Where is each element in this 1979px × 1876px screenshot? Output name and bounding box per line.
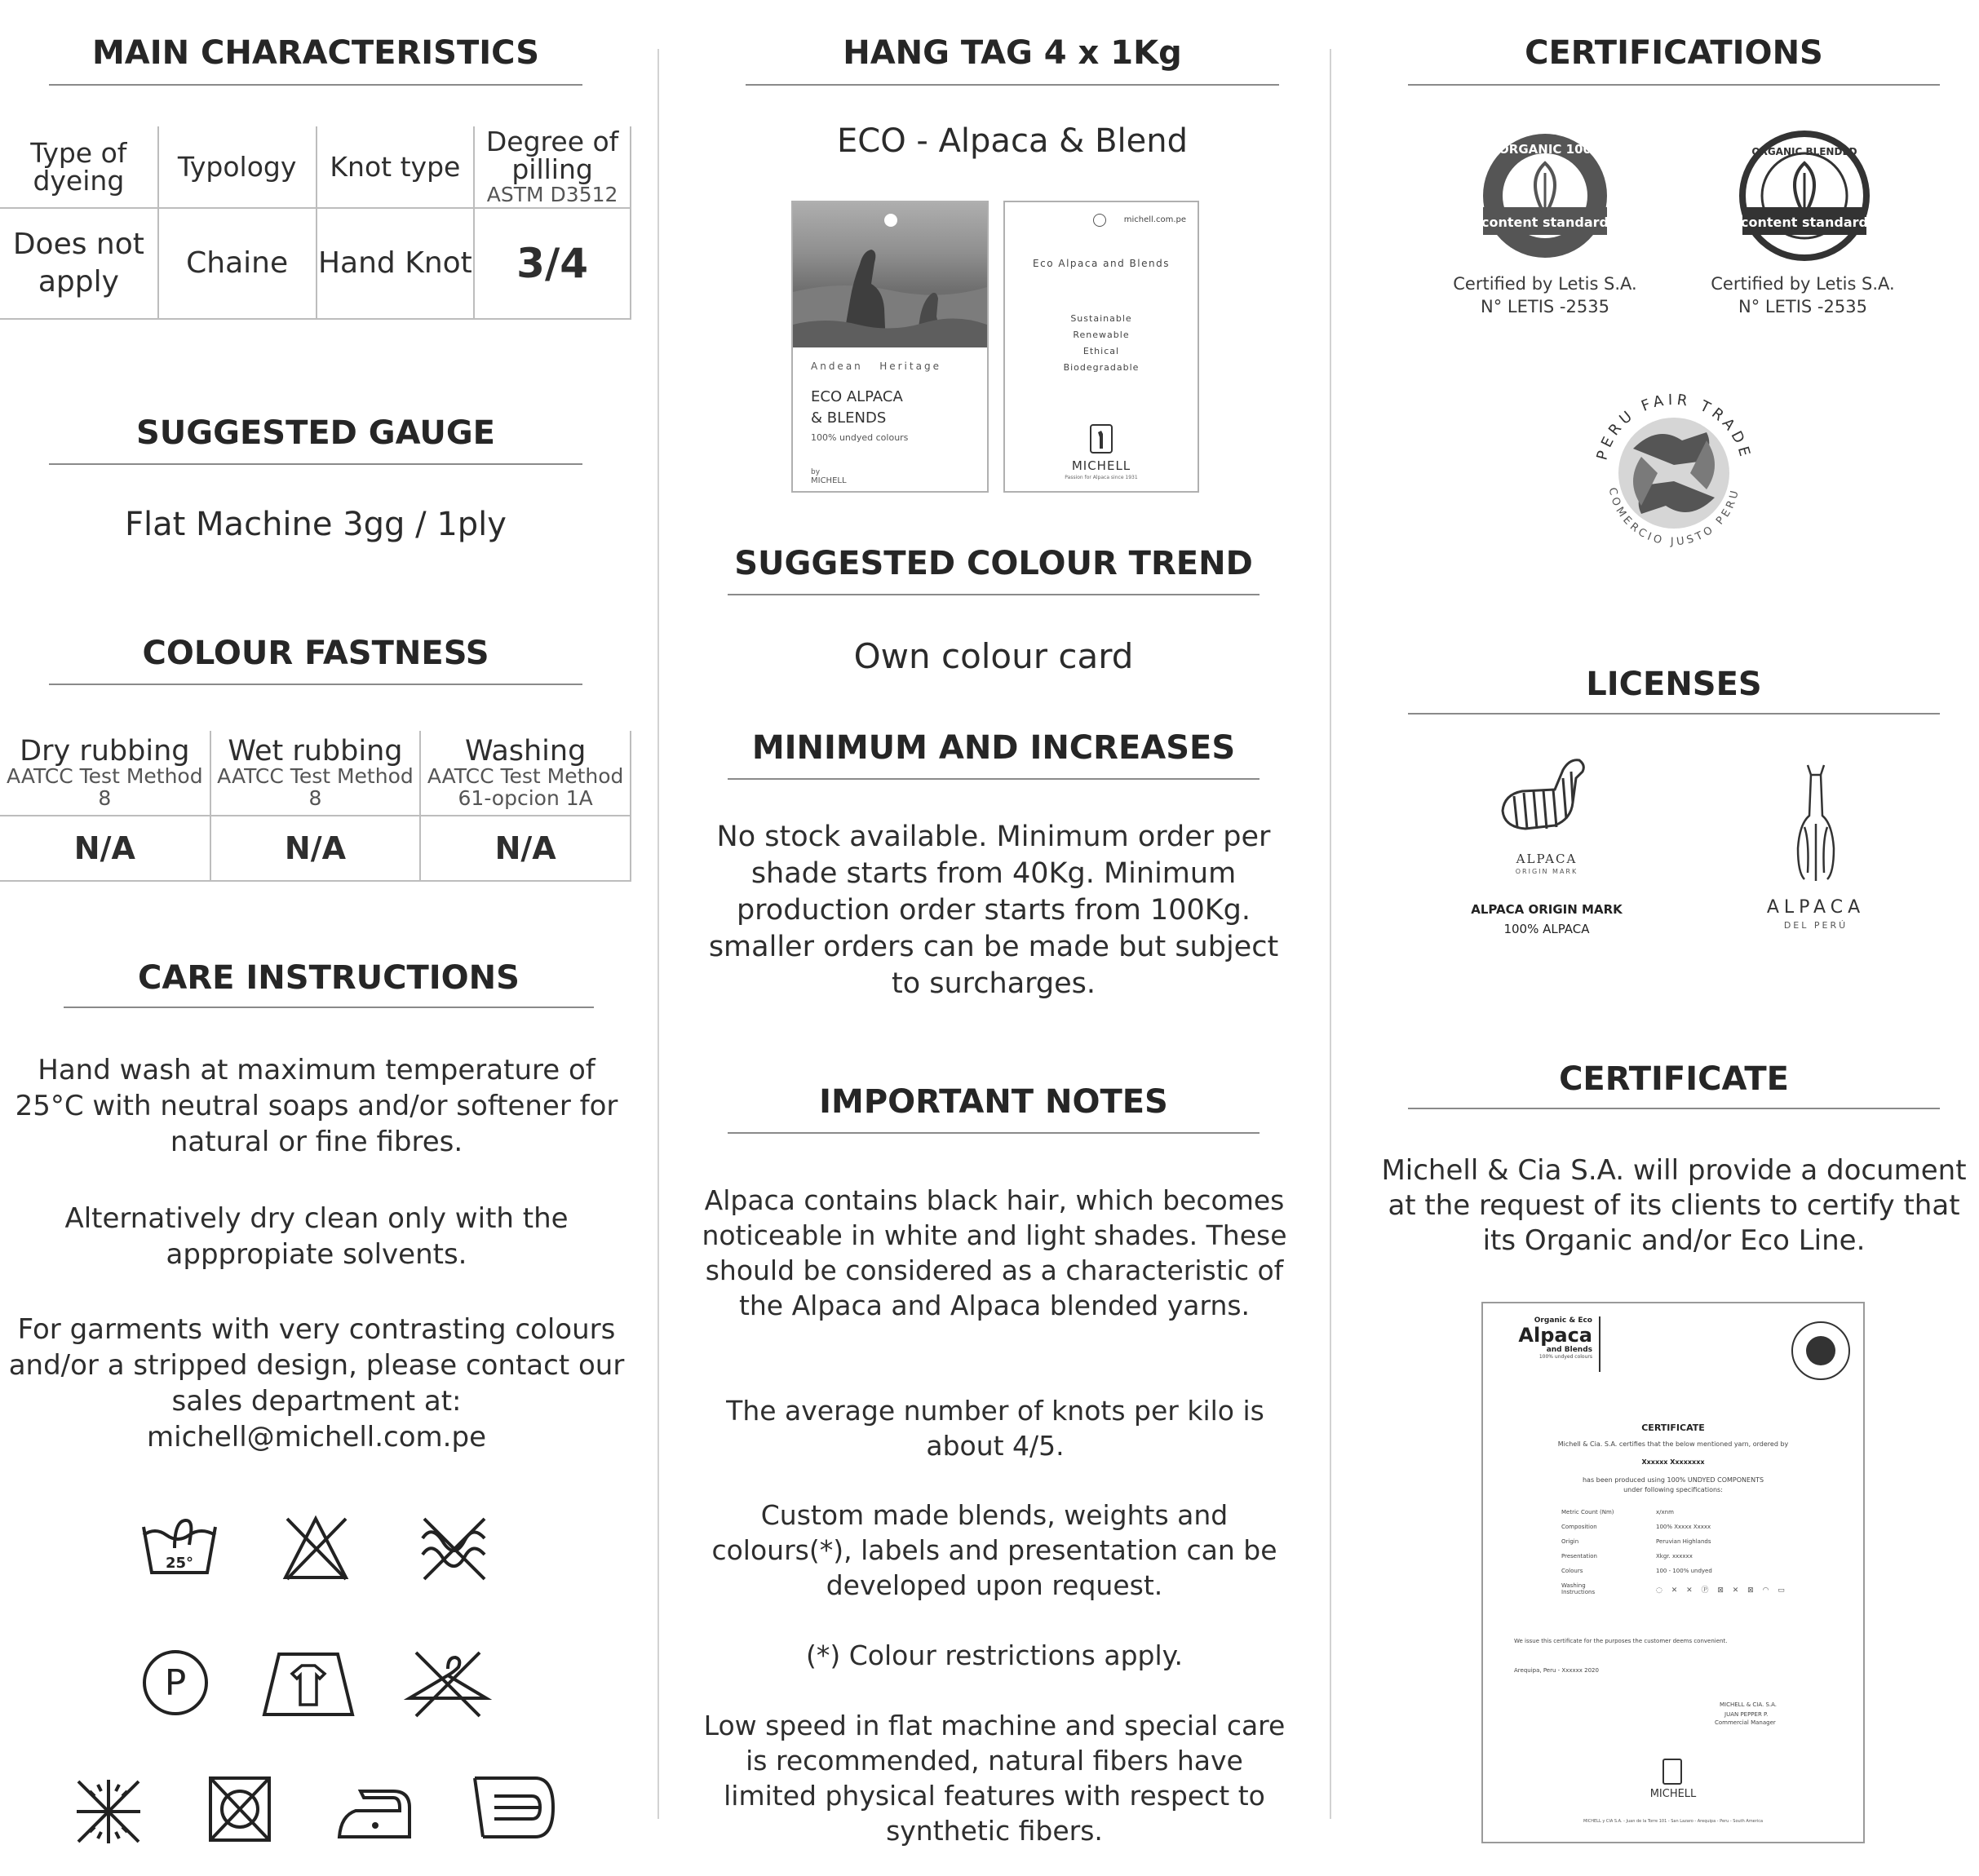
tag-site: michell.com.pe bbox=[1123, 215, 1186, 224]
cert-care-icons: ◌ ✕ ✕ Ⓟ ⊠ ✕ ⊠ ◠ ▭ bbox=[1656, 1586, 1788, 1595]
alpaca-origin-mark-word: ALPACA bbox=[1516, 852, 1578, 866]
colour-trend-rule bbox=[728, 594, 1260, 595]
organic-blended-caption-1: Certified by Letis S.A. bbox=[1711, 274, 1895, 294]
alpaca-origin-mark-icon bbox=[1498, 754, 1596, 852]
header-degree-of-pilling-sub: ASTM D3512 bbox=[486, 183, 618, 206]
cert-row-2-key: Composition bbox=[1561, 1524, 1597, 1530]
cert-logo-main: Alpaca bbox=[1518, 1324, 1592, 1347]
hang-hole-back bbox=[1093, 214, 1106, 227]
do-not-wring-icon bbox=[416, 1515, 491, 1582]
alpaca-origin-mark-caption: ALPACA ORIGIN MARK bbox=[1471, 902, 1623, 917]
tag-brand-back: MICHELL bbox=[1071, 458, 1131, 473]
suggested-gauge-rule bbox=[49, 463, 582, 465]
organic-100-badge-icon bbox=[1480, 131, 1610, 261]
minimum-rule bbox=[728, 778, 1260, 780]
cert-logo-top: Organic & Eco bbox=[1534, 1316, 1592, 1325]
cert-row-1-key: Metric Count (Nm) bbox=[1561, 1509, 1614, 1515]
cert-row-1-val: x/xnm bbox=[1656, 1509, 1674, 1515]
value-degree-of-pilling: 3/4 bbox=[516, 240, 589, 287]
cert-heading: CERTIFICATE bbox=[1641, 1422, 1705, 1433]
licenses-rule bbox=[1408, 713, 1940, 715]
tag-back-title: Eco Alpaca and Blends bbox=[1033, 258, 1170, 269]
notes-paragraph-5: Low speed in flat machine and special care is recommended, natural fibers have limited physical features with respect to synthetic fibers. bbox=[703, 1710, 1286, 1847]
care-paragraph-2: Alternatively dry clean only with the apppropiate solvents. bbox=[64, 1202, 569, 1271]
tag-item-3: Ethical bbox=[1082, 346, 1120, 356]
value-wet-rubbing: N/A bbox=[284, 830, 346, 866]
iron-low-icon bbox=[334, 1783, 413, 1842]
no-bleach-icon bbox=[281, 1514, 351, 1582]
fair-trade-top-text: PERU FAIR TRADE bbox=[1593, 391, 1755, 462]
hang-tag-subtitle: ECO - Alpaca & Blend bbox=[837, 122, 1188, 160]
michell-logo-icon bbox=[1090, 424, 1113, 454]
header-wet-rubbing: Wet rubbing bbox=[228, 734, 403, 768]
cert-row-3-val: Peruvian Highlands bbox=[1656, 1538, 1711, 1545]
organic-blended-ring-text: ORGANIC BLENDED bbox=[1751, 146, 1857, 157]
tag-item-2: Renewable bbox=[1073, 330, 1130, 340]
value-type-of-dyeing: Does not apply bbox=[12, 228, 144, 299]
licenses-title: LICENSES bbox=[1586, 666, 1762, 703]
do-not-tumble-dry-icon bbox=[73, 1776, 144, 1847]
cert-under: under following specifications: bbox=[1623, 1486, 1723, 1493]
cert-intro: Michell & Cia. S.A. certifies that the below mentioned yarn, ordered by bbox=[1557, 1440, 1789, 1448]
notes-paragraph-2: The average number of knots per kilo is about 4/5. bbox=[726, 1395, 1264, 1462]
value-dry-rubbing: N/A bbox=[73, 830, 135, 866]
colour-fastness-table bbox=[0, 731, 631, 882]
header-washing: Washing bbox=[464, 734, 587, 768]
cert-place: Arequipa, Peru - Xxxxxx 2020 bbox=[1514, 1667, 1599, 1674]
colour-trend-text: Own colour card bbox=[853, 636, 1134, 676]
hang-tag-front bbox=[791, 201, 989, 493]
care-paragraph-1: Hand wash at maximum temperature of 25°C with neutral soaps and/or softener for natural or fine fibres. bbox=[15, 1054, 618, 1158]
hang-tag-back bbox=[1003, 201, 1199, 493]
notes-paragraph-3: Custom made blends, weights and colours(*), labels and presentation can be developed upon request. bbox=[711, 1499, 1277, 1601]
minimum-title: MINIMUM AND INCREASES bbox=[751, 729, 1236, 767]
cert-produced: has been produced using 100% UNDYED COMPONENTS bbox=[1582, 1476, 1764, 1484]
suggested-gauge-title: SUGGESTED GAUGE bbox=[135, 414, 496, 452]
main-characteristics-rule bbox=[49, 84, 582, 86]
cert-row-2-val: 100% Xxxxx Xxxxx bbox=[1656, 1524, 1711, 1530]
notes-paragraph-1: Alpaca contains black hair, which becomes noticeable in white and light shades. These should be considered as a characteristic of the Alpaca and Alpaca blended yarns. bbox=[702, 1184, 1287, 1321]
organic-100-caption-2: N° LETIS -2535 bbox=[1481, 297, 1609, 316]
tag-line-1: ECO ALPACA bbox=[811, 388, 903, 405]
cert-row-4-val: Xkgr. xxxxxx bbox=[1656, 1553, 1693, 1560]
tag-heritage: Andean Heritage bbox=[811, 361, 941, 372]
organic-blended-badge-icon bbox=[1739, 131, 1870, 261]
tag-line-3: 100% undyed colours bbox=[811, 432, 909, 443]
organic-blended-band-text: content standard bbox=[1741, 215, 1868, 230]
header-wet-rubbing-sub: AATCC Test Method 8 bbox=[217, 763, 414, 810]
gots-logo-icon bbox=[1791, 1321, 1850, 1380]
cert-row-5-key: Colours bbox=[1561, 1568, 1583, 1574]
cert-row-4-key: Presentation bbox=[1561, 1553, 1597, 1560]
cert-sig-2: JUAN PEPPER P. bbox=[1724, 1711, 1769, 1718]
tag-by: by bbox=[811, 468, 821, 476]
header-knot-type: Knot type bbox=[330, 150, 461, 183]
value-typology: Chaine bbox=[186, 246, 289, 280]
do-not-hang-icon bbox=[403, 1648, 493, 1719]
peru-fair-trade-icon bbox=[1584, 383, 1764, 563]
header-dry-rubbing: Dry rubbing bbox=[20, 734, 190, 768]
header-washing-sub: AATCC Test Method 61-opcion 1A bbox=[427, 763, 624, 810]
value-washing: N/A bbox=[494, 830, 556, 866]
svg-text:P: P bbox=[164, 1662, 187, 1704]
cert-logo-sub: and Blends bbox=[1546, 1346, 1592, 1354]
colour-fastness-rule bbox=[49, 684, 582, 685]
hang-tag-rule bbox=[746, 84, 1279, 86]
care-instructions-title: CARE INSTRUCTIONS bbox=[138, 959, 520, 997]
cert-sig-1: MICHELL & CIA. S.A. bbox=[1720, 1701, 1778, 1708]
suggested-gauge-text: Flat Machine 3gg / 1ply bbox=[125, 506, 507, 543]
alpaca-origin-percent: 100% ALPACA bbox=[1503, 922, 1590, 936]
tag-brand-front: MICHELL bbox=[811, 476, 847, 485]
cert-purpose: We issue this certificate for the purposes the customer deems convenient. bbox=[1514, 1638, 1728, 1644]
tag-tagline: Passion for Alpaca since 1931 bbox=[1065, 475, 1138, 480]
cert-footer: MICHELL y CIA S.A. - Juan de la Torre 101 - San Lazaro - Arequipa - Peru - South America bbox=[1583, 1819, 1764, 1824]
colour-trend-title: SUGGESTED COLOUR TREND bbox=[734, 545, 1253, 582]
colour-fastness-title: COLOUR FASTNESS bbox=[142, 635, 489, 672]
header-degree-of-pilling: Degree of pilling bbox=[485, 126, 619, 185]
tag-line-2: & BLENDS bbox=[811, 409, 887, 427]
steam-icon bbox=[472, 1773, 558, 1842]
cert-row-3-key: Origin bbox=[1561, 1538, 1579, 1545]
header-type-of-dyeing: Type of dyeing bbox=[30, 136, 127, 197]
minimum-text: No stock available. Minimum order per shade starts from 40Kg. Minimum production order starts from 100Kg. smaller orders can be made but subject to surcharges. bbox=[708, 821, 1279, 1000]
alpaca-origin-mark-sub: ORIGIN MARK bbox=[1515, 868, 1578, 875]
tag-item-4: Biodegradable bbox=[1063, 362, 1140, 373]
cert-logo-box bbox=[1494, 1316, 1600, 1372]
certificate-document bbox=[1481, 1302, 1865, 1843]
do-not-tumble-icon bbox=[207, 1775, 272, 1843]
certificate-text: Michell & Cia S.A. will provide a document at the request of its clients to certify that its Organic and/or Eco Line. bbox=[1381, 1154, 1967, 1257]
tag-item-1: Sustainable bbox=[1070, 313, 1132, 324]
organic-100-caption-1: Certified by Letis S.A. bbox=[1453, 274, 1637, 294]
care-instructions-rule bbox=[64, 1007, 594, 1008]
main-characteristics-title: MAIN CHARACTERISTICS bbox=[91, 34, 540, 72]
alpaca-del-peru-sub: DEL PERÚ bbox=[1783, 920, 1848, 931]
hand-wash-25-icon bbox=[139, 1515, 220, 1581]
cert-logo-small: 100% undyed colours bbox=[1538, 1354, 1592, 1360]
important-notes-title: IMPORTANT NOTES bbox=[819, 1083, 1168, 1121]
cert-brand: MICHELL bbox=[1649, 1788, 1697, 1800]
notes-paragraph-4: (*) Colour restrictions apply. bbox=[806, 1639, 1183, 1671]
cert-michell-logo-icon bbox=[1662, 1759, 1682, 1785]
header-typology: Typology bbox=[177, 150, 297, 183]
alpaca-photo bbox=[793, 202, 987, 347]
organic-100-ring-text: ORGANIC 100 bbox=[1499, 142, 1592, 157]
fair-trade-bottom-text: COMERCIO JUSTO PERU bbox=[1605, 486, 1742, 549]
value-knot-type: Hand Knot bbox=[317, 246, 472, 280]
cert-client: Xxxxxx Xxxxxxxx bbox=[1641, 1458, 1705, 1466]
dry-flat-icon bbox=[261, 1649, 356, 1718]
organic-100-band-text: content standard bbox=[1481, 215, 1609, 230]
cert-sig-3: Commercial Manager bbox=[1715, 1719, 1776, 1726]
certificate-rule bbox=[1408, 1108, 1940, 1109]
dry-clean-p-icon bbox=[140, 1648, 210, 1718]
main-characteristics-table bbox=[0, 126, 631, 320]
organic-blended-caption-2: N° LETIS -2535 bbox=[1738, 297, 1867, 316]
alpaca-del-peru-icon bbox=[1775, 759, 1857, 889]
cert-row-5-val: 100 - 100% undyed bbox=[1656, 1568, 1712, 1574]
cert-row-6-key: Washing Instructions bbox=[1561, 1582, 1596, 1595]
important-notes-rule bbox=[728, 1132, 1260, 1134]
certifications-rule bbox=[1408, 84, 1940, 86]
wash-temp-label: 25° bbox=[165, 1555, 194, 1572]
care-paragraph-3: For garments with very contrasting colours and/or a stripped design, please contact our sales department at: michell@michell.com.pe bbox=[8, 1313, 625, 1453]
hang-hole bbox=[884, 214, 897, 227]
alpaca-del-peru-word: ALPACA bbox=[1766, 897, 1866, 918]
column-divider-right bbox=[1330, 49, 1331, 1819]
certificate-title: CERTIFICATE bbox=[1559, 1060, 1789, 1098]
column-divider-left bbox=[657, 49, 659, 1819]
header-dry-rubbing-sub: AATCC Test Method 8 bbox=[7, 763, 203, 810]
hang-tag-title: HANG TAG 4 x 1Kg bbox=[843, 34, 1182, 72]
certifications-title: CERTIFICATIONS bbox=[1525, 34, 1823, 72]
